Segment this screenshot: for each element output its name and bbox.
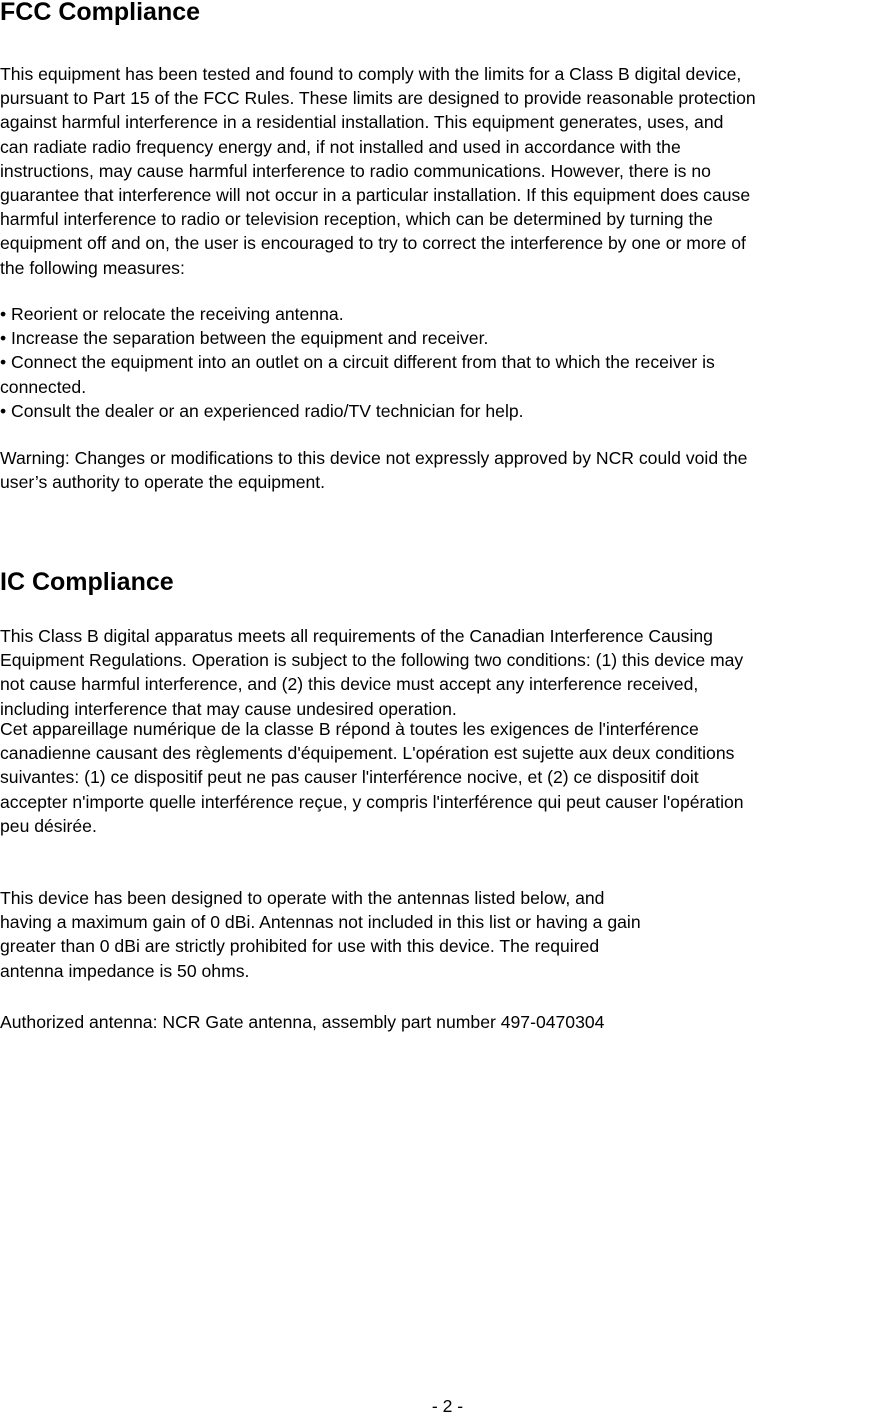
text-line: suivantes: (1) ce dispositif peut ne pas causer l'interférence nocive, et (2) ce dispositif doit (0, 767, 699, 788)
text-line: equipment off and on, the user is encouraged to try to correct the interference by one or more of (0, 233, 746, 254)
text-line: the following measures: (0, 257, 185, 278)
text-line: This equipment has been tested and found to comply with the limits for a Class B digital device, (0, 64, 742, 84)
text-line: against harmful interference in a residential installation. This equipment generates, uses, and (0, 112, 724, 133)
list-item: • Increase the separation between the equipment and receiver. (0, 328, 489, 349)
ic-english-paragraph (0, 624, 743, 721)
list-item: • Connect the equipment into an outlet on a circuit different from that to which the receiver is (0, 352, 715, 373)
text-line: harmful interference to radio or television reception, which can be determined by turning the (0, 209, 713, 230)
list-item: connected. (0, 376, 87, 397)
text-line: can radiate radio frequency energy and, if not installed and used in accordance with the (0, 136, 681, 157)
text-line: peu désirée. (0, 815, 97, 836)
text-line: Warning: Changes or modifications to this device not expressly approved by NCR could void the (0, 448, 748, 468)
text-line: not cause harmful interference, and (2) this device must accept any interference received, (0, 674, 699, 695)
text-line: greater than 0 dBi are strictly prohibited for use with this device. The required (0, 936, 600, 957)
text-line: Cet appareillage numérique de la classe B répond à toutes les exigences de l'interférence (0, 719, 699, 739)
text-line: having a maximum gain of 0 dBi. Antennas not included in this list or having a gain (0, 912, 641, 933)
text-line: accepter n'importe quelle interférence reçue, y compris l'interférence qui peut causer l'opération (0, 791, 744, 812)
ic-antenna-paragraph (0, 886, 641, 983)
text-line: This Class B digital apparatus meets all requirements of the Canadian Interference Causing (0, 626, 713, 646)
fcc-warning-paragraph (0, 446, 747, 494)
fcc-intro-paragraph (0, 62, 756, 280)
text-line: guarantee that interference will not occur in a particular installation. If this equipment does cause (0, 185, 751, 206)
page-number: - 2 - (431, 1396, 464, 1416)
fcc-heading: FCC Compliance (0, 0, 201, 26)
text-line: Equipment Regulations. Operation is subject to the following two conditions: (1) this device may (0, 650, 744, 671)
text-line: This device has been designed to operate with the antennas listed below, and (0, 888, 605, 908)
ic-french-paragraph (0, 717, 744, 838)
ic-authorized-antenna (0, 1010, 604, 1034)
text-line: antenna impedance is 50 ohms. (0, 960, 250, 981)
fcc-measures-list (0, 302, 715, 423)
list-item: • Reorient or relocate the receiving antenna. (0, 304, 344, 324)
ic-heading: IC Compliance (0, 568, 174, 596)
text-line: canadienne causant des règlements d'équipement. L'opération est sujette aux deux conditions (0, 743, 735, 764)
text-line: user’s authority to operate the equipment. (0, 472, 326, 493)
text-line: instructions, may cause harmful interference to radio communications. However, there is no (0, 160, 711, 181)
list-item: • Consult the dealer or an experienced radio/TV technician for help. (0, 400, 524, 421)
text-line: Authorized antenna: NCR Gate antenna, assembly part number 497-0470304 (0, 1012, 605, 1032)
text-line: including interference that may cause undesired operation. (0, 698, 457, 719)
text-line: pursuant to Part 15 of the FCC Rules. These limits are designed to provide reasonable protection (0, 88, 756, 109)
